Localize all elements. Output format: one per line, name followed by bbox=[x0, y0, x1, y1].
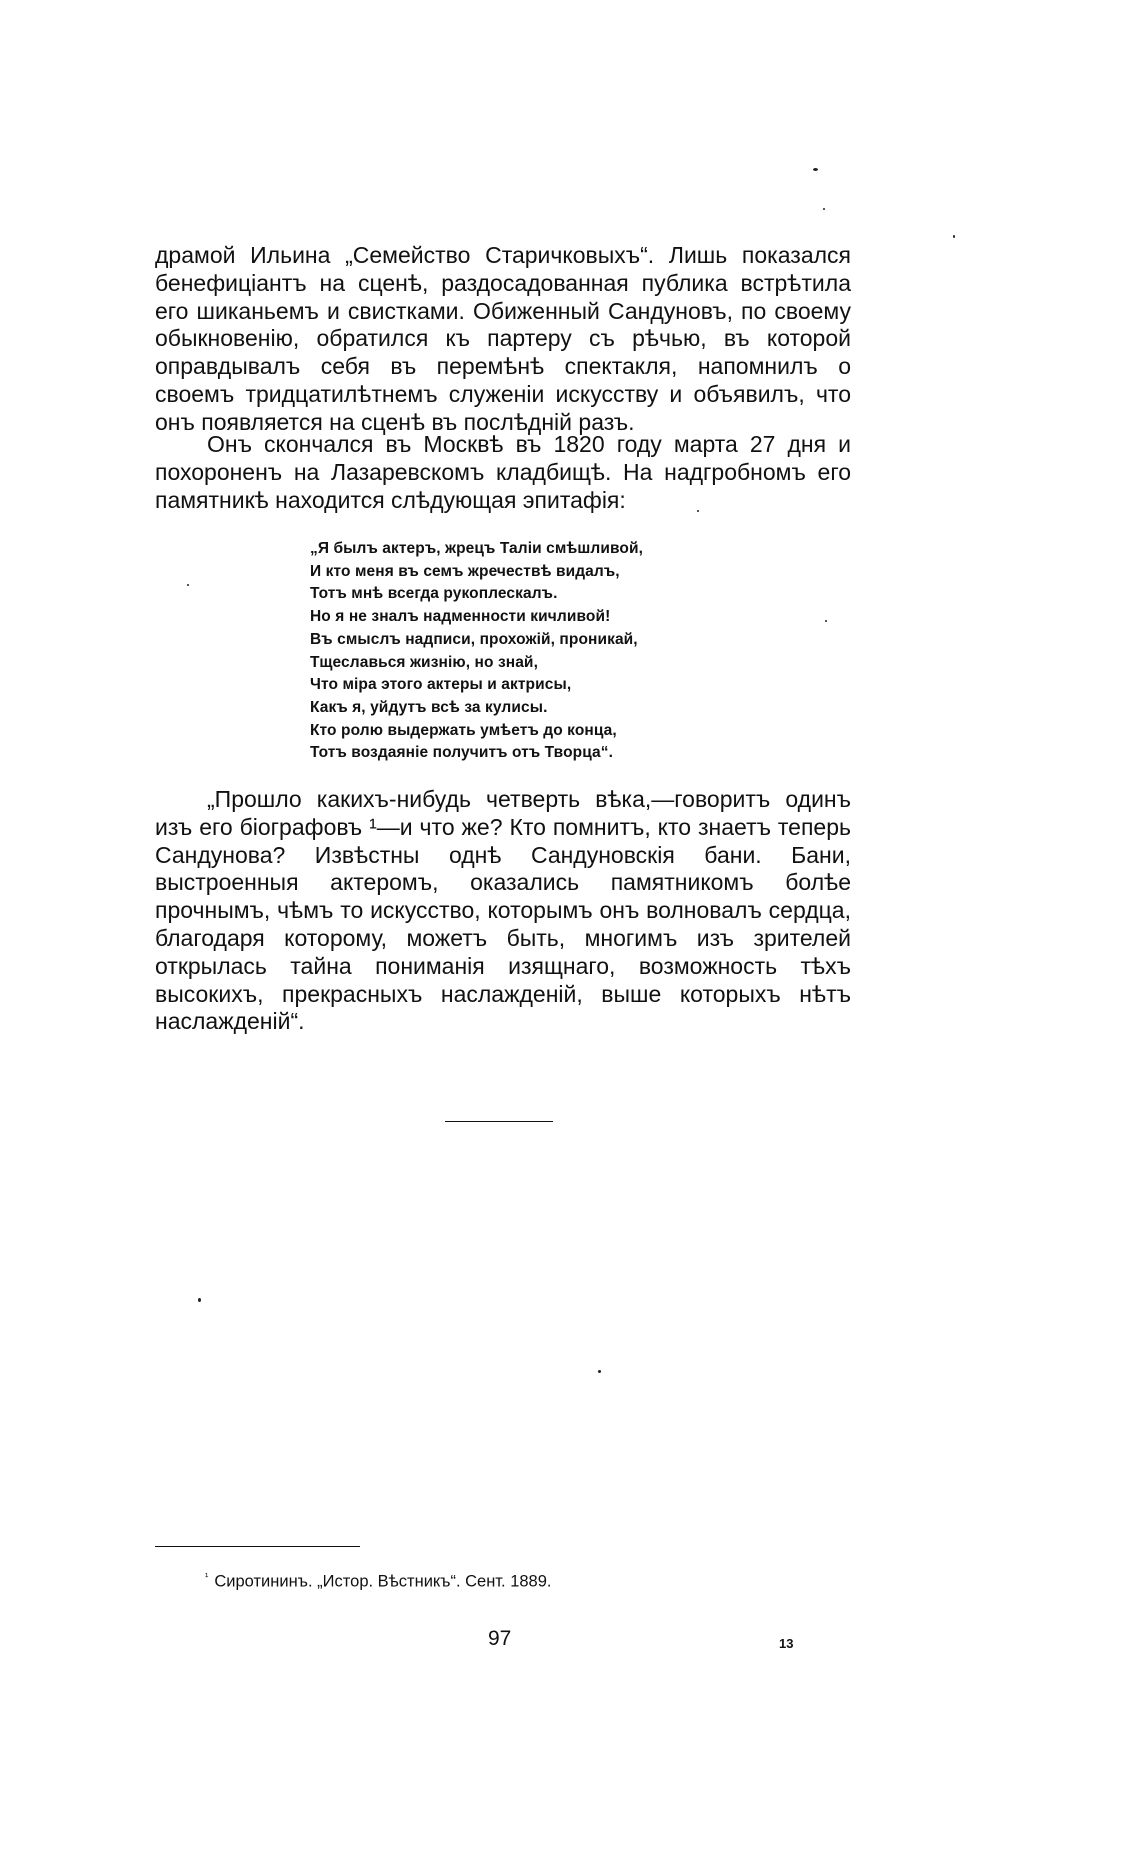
footnote bbox=[205, 1572, 552, 1592]
epitaph-line: Въ смыслъ надписи, прохожій, проникай, bbox=[310, 630, 638, 648]
scan-speck bbox=[198, 1298, 201, 1302]
scan-speck bbox=[825, 620, 827, 622]
paragraph-2-text: Онъ скончался въ Москвѣ въ 1820 году марта 27 дня и похороненъ на Лазаревскомъ кладбищѣ. На надгробномъ его памятникѣ находится слѣдующая эпитафія: bbox=[155, 431, 851, 513]
scan-speck bbox=[598, 1370, 601, 1373]
paragraph-biographer-quote bbox=[155, 786, 851, 1036]
epitaph-line: Кто ролю выдержать умѣетъ до конца, bbox=[310, 721, 617, 739]
epitaph-line: „Я былъ актеръ, жрецъ Таліи смѣшливой, bbox=[310, 540, 644, 557]
paragraph-1-text: драмой Ильина „Семейство Старичковыхъ“. Лишь показался бенефиціантъ на сценѣ, раздосадованная публика встрѣтила его шиканьемъ и свистками. Обиженный Сандуновъ, по своему обыкновенію, обратился къ партеру съ рѣчью, въ которой оправдывалъ себя въ перемѣнѣ спектакля, напомнилъ о своемъ тридцатилѣтнемъ служеніи искусству и объявилъ, что онъ появляется на сценѣ въ послѣдній разъ. bbox=[155, 242, 851, 435]
epitaph-line: Но я не зналъ надменности кичливой! bbox=[310, 608, 611, 626]
section-divider bbox=[445, 1121, 553, 1122]
scan-speck bbox=[953, 235, 955, 238]
epitaph-line: Что міра этого актеры и актрисы, bbox=[310, 676, 572, 694]
epitaph-line: Тотъ воздаяніе получитъ отъ Творца“. bbox=[310, 744, 614, 762]
epitaph-line: Тотъ мнѣ всегда рукоплескалъ. bbox=[310, 585, 558, 603]
footnote-text: Сиротининъ. „Истор. Вѣстникъ“. Сент. 1889. bbox=[214, 1572, 552, 1591]
epitaph-line: Какъ я, уйдутъ всѣ за кулисы. bbox=[310, 698, 548, 716]
scan-speck bbox=[823, 208, 825, 210]
paragraph-continuation bbox=[155, 242, 851, 437]
epitaph-poem bbox=[310, 538, 643, 765]
page-number: 97 bbox=[488, 1627, 512, 1650]
scan-speck bbox=[697, 510, 699, 512]
epitaph-line: Тщеславься жизнію, но знай, bbox=[310, 653, 538, 671]
signature-mark: 13 bbox=[779, 1636, 794, 1651]
footnote-rule bbox=[155, 1546, 360, 1547]
scan-speck bbox=[813, 168, 818, 171]
epitaph-line: И кто меня въ семъ жречествѣ видалъ, bbox=[310, 562, 620, 580]
paragraph-3-text: „Прошло какихъ-нибудь четверть вѣка,—говоритъ одинъ изъ его біографовъ ¹—и что же? Кто помнитъ, кто знаетъ теперь Сандунова? Извѣстны однѣ Сандуновскія бани. Бани, выстроенныя актеромъ, оказались памятникомъ болѣе прочнымъ, чѣмъ то искусство, которымъ онъ волновалъ сердца, благодаря которому, можетъ быть, многимъ изъ зрителей открылась тайна пониманія изящнаго, возможность тѣхъ высокихъ, прекрасныхъ наслажденій, выше которыхъ нѣтъ наслажденій“. bbox=[155, 786, 851, 1035]
paragraph-death bbox=[155, 431, 851, 514]
footnote-marker: ¹ bbox=[205, 1572, 209, 1583]
scan-speck bbox=[187, 584, 189, 586]
